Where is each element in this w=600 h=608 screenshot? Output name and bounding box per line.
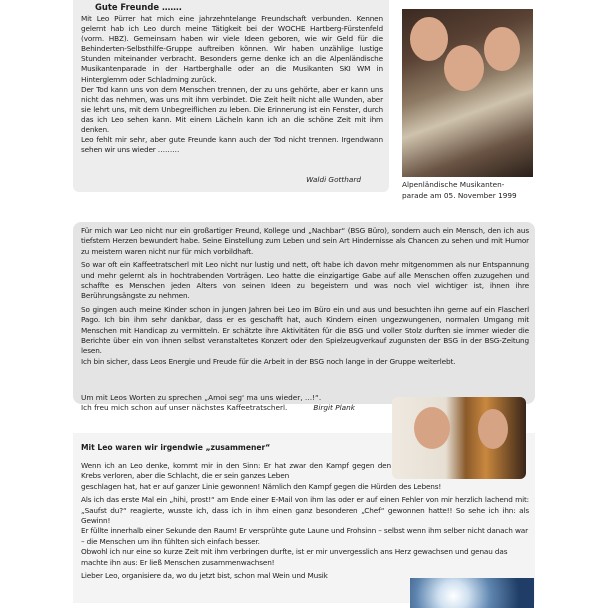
paragraph: Wenn ich an Leo denke, kommt mir in den Sinn: Er hat zwar den Kampf gegen den Krebs verloren, aber die Schlacht, die er sein ganzes Leben: [81, 461, 391, 481]
paragraph: Der Tod kann uns von dem Menschen trennen, der zu uns gehörte, aber er kann uns nicht das nehmen, was uns mit ihm verbindet. Die Zeit heilt nicht alle Wunden, aber sie lehrt uns, mit dem Unbegreiflichen zu leben. Die Erinnerung ist ein Fenster, durch das ich Leo sehen kann. Mit einem Lächeln kann ich an die schöne Zeit mit ihm denken.: [81, 84, 383, 135]
paragraph: Mit Leo Pürrer hat mich eine jahrzehntelange Freundschaft verbunden. Kennen gelernt hab ich Leo durch meine Tätigkeit bei der WOCHE Hartberg-Fürstenfeld (vorm. HBZ). Gemeinsam haben wir viele Ideen geboren, wie wir Geld für die Behinderten-Selbsthilfe-Gruppe auftreiben können. Wir haben unzählige lustige Stunden miteinander verbracht. Besonders gerne denke ich an die Alpenländische Musikantenparade in der Hartberghalle oder an die Musikanten SKI WM in Hinterglemm oder Schladming zurück.: [81, 14, 383, 84]
article-body: [81, 226, 529, 370]
photo-face: [444, 45, 484, 91]
paragraph: Leo fehlt mir sehr, aber gute Freunde kann auch der Tod nicht trennen. Irgendwann sehen wir uns wieder ………: [81, 135, 383, 155]
photo-face: [478, 409, 508, 449]
paragraph: Obwohl ich nur eine so kurze Zeit mit ihm verbringen durfte, ist er mir unvergesslich ans Herz gewachsen und genau das machte ihn aus: Er ließ Menschen zusammenwachsen!: [81, 547, 508, 567]
article-body: [81, 461, 529, 584]
article-closing: [81, 393, 355, 414]
closing-line: Um mit Leos Worten zu sprechen „Amoi seg' ma uns wieder, …!“.: [81, 393, 322, 402]
photo-sky: [410, 578, 534, 608]
article-body: [81, 14, 383, 155]
paragraph: So war oft ein Kaffeetratscherl mit Leo nicht nur lustig und nett, oft habe ich davon mehr mitgenommen als nur Entspannung und mehr gelernt als in hochtrabenden Vorträgen. Leo hatte die einzigartige Gabe auf alle Menschen offen zuzugehen und schaffte es Menschen jeden Alters von seinen Ideen zu begeistern und was noch viel wichtiger ist, ihnen ihre Berührungsängste zu nehmen.: [81, 260, 529, 301]
photo-musikantenparade: [402, 9, 533, 177]
photo-face: [484, 27, 520, 71]
article-gute-freunde: [73, 0, 389, 192]
article-birgit-plank: [73, 222, 535, 413]
paragraph: Als ich das erste Mal ein „hihi, prost!“ am Ende einer E-Mail von ihm las oder er auf einen Fehler von mir herzlich lachend mit: „Saufst du?“ reagierte, wusste ich, dass ich in ihm einen ganz besonderen „Chef“ gewonnen hatte!! So sehe ich ihn: als Gewinn!: [81, 495, 529, 526]
section-title: Gute Freunde …….: [95, 2, 182, 12]
photo-face: [414, 407, 450, 449]
section-title: Mit Leo waren wir irgendwie „zusammener“: [81, 443, 271, 452]
photo-leo-birgit: [392, 397, 526, 479]
photo-face: [410, 17, 448, 61]
caption-line: parade am 05. November 1999: [402, 190, 517, 200]
paragraph: Für mich war Leo nicht nur ein großartiger Freund, Kollege und „Nachbar“ (BSG Büro), sondern auch ein Mensch, den ich aus tiefstem Herzen bewundert habe. Seine Einstellung zum Leben und sein Art Hindernisse als Chancen zu sehen und mit Humor zu meistern waren nicht nur für mich vorbildhaft.: [81, 226, 529, 256]
photo-caption: [402, 180, 542, 201]
caption-line: Alpenländische Musikanten-: [402, 180, 505, 189]
author-signature: Waldi Gotthard: [306, 175, 361, 184]
paragraph: geschlagen hat, hat er auf ganzer Linie gewonnen! Nämlich den Kampf gegen die Hürden des Lebens!: [81, 481, 442, 491]
closing-line: Ich freu mich schon auf unser nächstes Kaffeetratscherl.: [81, 403, 288, 413]
paragraph: Ich bin sicher, dass Leos Energie und Freude für die Arbeit in der BSG noch lange in der Gruppe weiterlebt.: [81, 356, 456, 366]
paragraph: Lieber Leo, organisiere da, wo du jetzt bist, schon mal Wein und Musik: [81, 571, 328, 581]
paragraph: So gingen auch meine Kinder schon in jungen Jahren bei Leo im Büro ein und aus und besuchten ihn gerne auf ein Flascherl Pago. Ich bin ihm sehr dankbar, dass er es geschafft hat, auch Kindern einen ungezwungenen, normalen Umgang mit Menschen mit Handicap zu vermitteln. Er schätzte ihre Aktivitäten für die BSG und voller Stolz durften sie immer wieder die Berichte über ein von ihnen selbst veranstaltetes Konzert oder den Spielzeugverkauf zugunsten der BSG in der BSG-Zeitung lesen.: [81, 304, 529, 356]
paragraph: Er füllte innerhalb einer Sekunde den Raum! Er versprühte gute Laune und Frohsinn – selbst wenn ihm selber nicht danach war – die Menschen um ihn fühlten sich einfach besser.: [81, 526, 528, 546]
author-signature: Birgit Plank: [313, 403, 355, 413]
